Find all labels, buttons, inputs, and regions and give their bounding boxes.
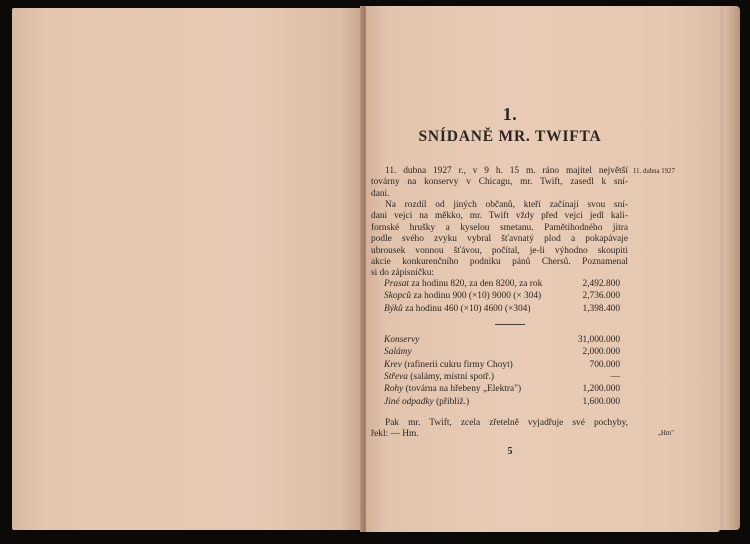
product-label (384, 371, 564, 383)
paragraph-closing (371, 418, 628, 441)
product-item: Jiné odpadky (384, 396, 434, 407)
livestock-text: za hodinu 900 (×10) 9000 (× 304) (413, 291, 542, 302)
text-line: Pak mr. Twift, zcela zřetelně vyjadřuje své pochyby, (385, 418, 628, 428)
table-row (384, 278, 620, 290)
table-row (384, 359, 620, 371)
product-item: Konservy (384, 335, 420, 346)
table-row (384, 371, 620, 383)
livestock-text: za hodinu 820, za den 8200, za rok (411, 279, 543, 290)
livestock-label (384, 303, 575, 315)
product-label (384, 359, 564, 371)
livestock-text: za hodinu 460 (×10) 4600 (×304) (405, 303, 531, 314)
livestock-value: 2,492.800 (582, 279, 620, 290)
product-note: (přibliž.) (436, 396, 470, 407)
product-label (384, 395, 564, 407)
section-divider (495, 324, 525, 325)
paragraph-opening (371, 166, 628, 200)
chapter-number: 1. (502, 104, 518, 124)
table-row (384, 383, 620, 395)
table-row (384, 303, 620, 315)
product-value: — (610, 372, 620, 383)
product-item: Salámy (384, 347, 412, 358)
text-line: fornské hrušky a kyselou smetanu. Pamětihodného jitra (371, 222, 628, 233)
product-label (384, 346, 564, 358)
chapter-title: SNÍDANĚ MR. TWIFTA (418, 128, 602, 145)
product-item: Rohy (384, 384, 404, 395)
product-value: 1,600.000 (582, 396, 620, 407)
page-number: 5 (507, 446, 513, 457)
livestock-label (384, 290, 575, 302)
product-item: Krev (384, 359, 402, 370)
livestock-animal: Prasat (384, 279, 410, 290)
livestock-animal: Skopců (384, 291, 412, 302)
product-note: (salámy, místní spotř.) (410, 372, 495, 383)
table-row (384, 395, 620, 407)
margin-note-hm: „Hm" (658, 430, 674, 437)
text-line: 11. dubna 1927 r., v 9 h. 15 m. ráno majitel největší (385, 166, 628, 176)
table-row (384, 290, 620, 302)
text-line: podle svého zvyku vybral šťavnatý plod a pokapávaje (371, 234, 628, 245)
text-line: řekl: — Hm. (371, 429, 419, 440)
text-line: ubrousek vonnou šťávou, počítal, je-li výhodno skoupiti (371, 245, 628, 256)
livestock-animal: Býků (384, 303, 403, 314)
table-row (384, 334, 620, 346)
product-note: (rafinerii cukru firmy Choyt) (404, 359, 513, 370)
livestock-value: 1,398.400 (582, 303, 620, 314)
text-line: továrny na konservy v Chicagu, mr. Twift, zasedl k sní- (371, 177, 628, 188)
product-value: 2,000.000 (582, 347, 620, 358)
text-line: akcie konkurenčního podniku pánů Chersů. Poznamenal (371, 257, 628, 268)
product-note: (továrna na hřebeny „Elektra") (405, 384, 522, 395)
product-value: 700.000 (589, 359, 620, 370)
product-label (384, 334, 564, 346)
text-line: Na rozdíl od jiných občanů, kteří začínají svou sní- (385, 200, 628, 210)
product-item: Střeva (384, 372, 408, 383)
paragraph-breakfast (371, 200, 628, 280)
products-table (384, 334, 620, 408)
livestock-label (384, 278, 575, 290)
livestock-table (384, 278, 620, 315)
product-label (384, 383, 564, 395)
livestock-value: 2,736.000 (582, 291, 620, 302)
text-line: dani vejci na měkko, mr. Twift vždy před vejci jedl kali- (371, 211, 628, 222)
product-value: 1,200.000 (582, 384, 620, 395)
product-value: 31,000.000 (577, 335, 620, 346)
left-blank-page (12, 8, 362, 530)
text-line: dani. (371, 188, 390, 199)
table-row (384, 346, 620, 358)
text-line: si do zápisníčku: (371, 268, 435, 279)
margin-note-date: 11. dubna 1927 (633, 168, 675, 175)
